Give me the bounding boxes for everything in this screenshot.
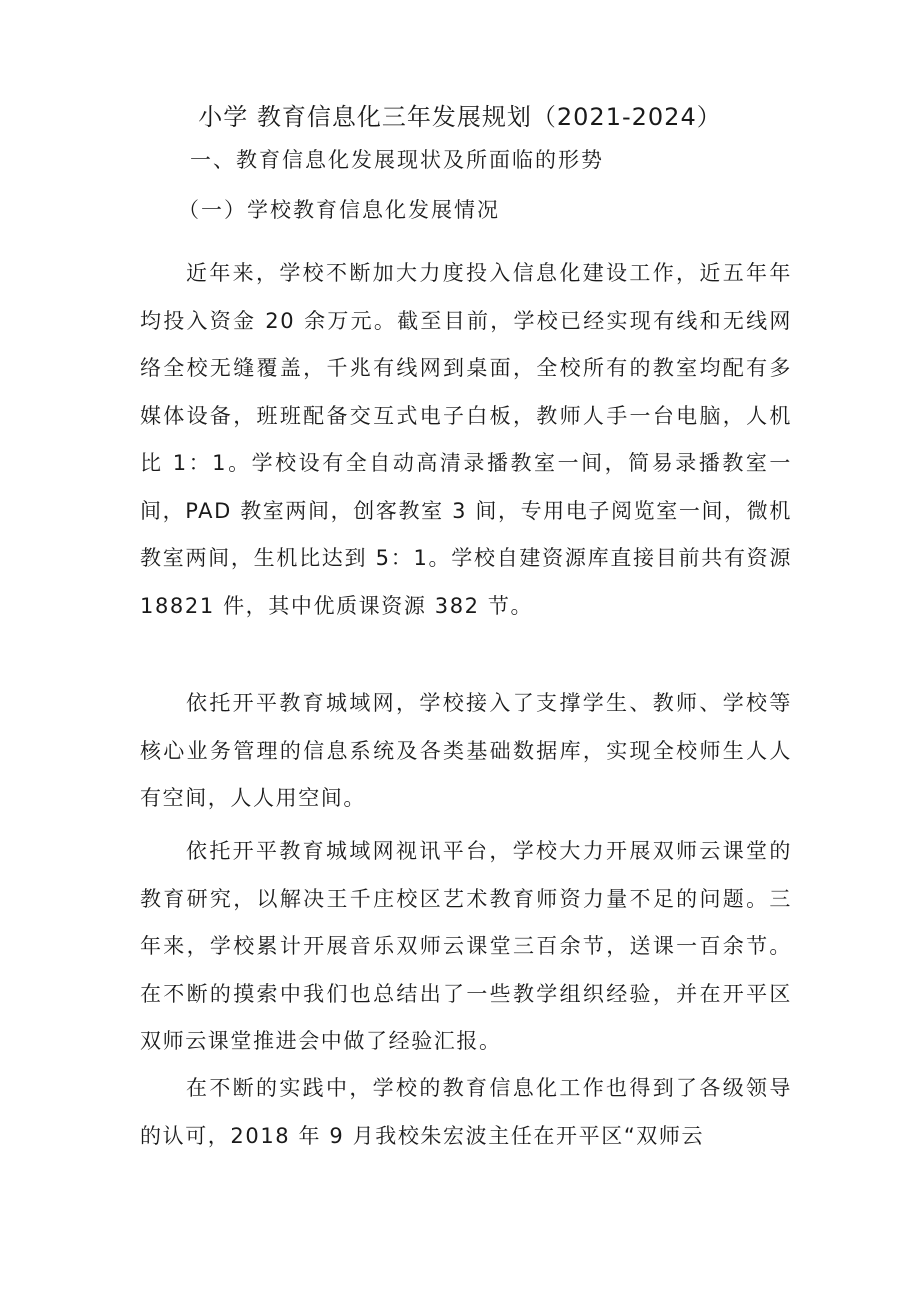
subsection-heading: （一）学校教育信息化发展情况 <box>178 198 500 222</box>
paragraph-4: 在不断的实践中，学校的教育信息化工作也得到了各级领导的认可，2018 年 9 月我校朱宏波主任在开平区“双师云 <box>140 1076 792 1148</box>
paragraph-2: 依托开平教育城域网，学校接入了支撑学生、教师、学校等核心业务管理的信息系统及各类基础数据库，实现全校师生人人有空间，人人用空间。 <box>140 691 792 810</box>
section-heading: 一、教育信息化发展现状及所面临的形势 <box>190 148 604 172</box>
document-title: 小学 教育信息化三年发展规划（2021-2024） <box>198 103 722 131</box>
paragraph-1: 近年来，学校不断加大力度投入信息化建设工作，近五年年均投入资金 20 余万元。截至目前，学校已经实现有线和无线网络全校无缝覆盖，千兆有线网到桌面，全校所有的教室均配有多媒体设备，班班配备交互式电子白板，教师人手一台电脑，人机比 1：1。学校设有全自动高清录播教室一间，简易录播教室一间，PAD 教室两间，创客教室 3 间，专用电子阅览室一间，微机教室两间，生机比达到 5：1。学校自建资源库直接目前共有资源 18821 件，其中优质课资源 382 节。 <box>140 261 792 618</box>
paragraph-3: 依托开平教育城域网视讯平台，学校大力开展双师云课堂的教育研究，以解决王千庄校区艺术教育师资力量不足的问题。三年来，学校累计开展音乐双师云课堂三百余节，送课一百余节。在不断的摸索中我们也总结出了一些教学组织经验，并在开平区双师云课堂推进会中做了经验汇报。 <box>140 839 792 1053</box>
